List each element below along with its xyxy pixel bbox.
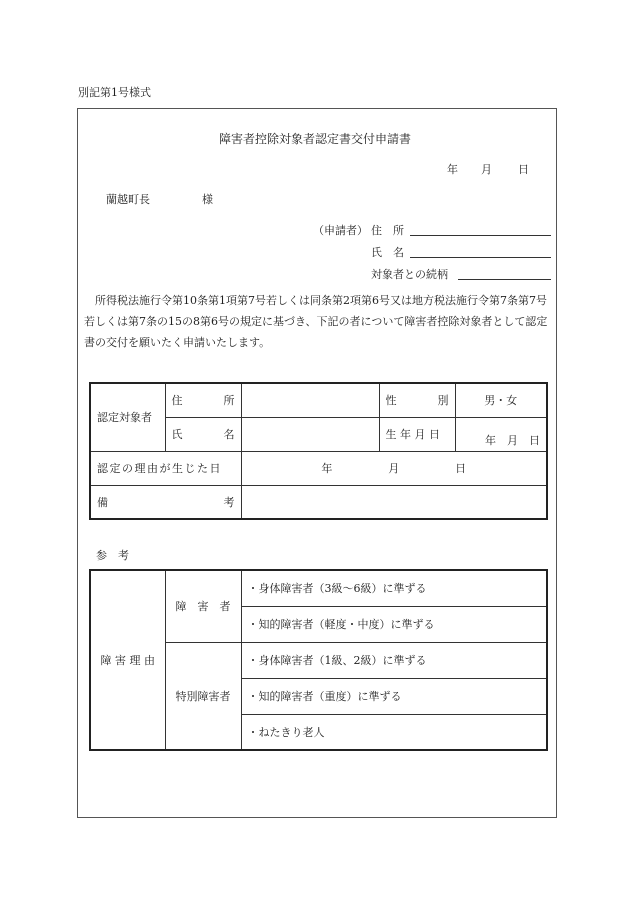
applicant-relation-label: 対象者との続柄 [371,268,448,281]
reason-date-field[interactable]: 年 月 日 [241,451,547,485]
address-label: 住 所 [165,383,241,417]
target-label: 認定対象者 [90,383,165,451]
applicant-address-field[interactable] [410,235,551,236]
reference-item: ・ねたきり老人 [241,714,547,750]
addressee-name: 蘭越町長 [106,193,150,206]
reference-item: ・知的障害者（軽度・中度）に準ずる [241,606,547,642]
reference-item: ・身体障害者（3級～6級）に準ずる [241,570,547,606]
dob-label: 生 年 月 日 [379,417,455,451]
sex-choice[interactable]: 男・女 [455,383,547,417]
name-label: 氏 名 [165,417,241,451]
disabled-person-label: 障 害 者 [165,570,241,642]
applicant-name-field[interactable] [410,257,551,258]
target-name-field[interactable] [241,417,379,451]
date-year: 年 [447,163,458,176]
target-address-field[interactable] [241,383,379,417]
form-number-label: 別記第1号様式 [78,86,151,99]
addressee-honorific: 様 [202,193,213,206]
application-statement-text: 所得税法施行令第10条第1項第7号若しくは同条第2項第6号又は地方税法施行令第7条第7号若しくは第7条の15の8第6号の規定に基づき、下記の者について障害者控除対象者として認定書の交付を願いたく申請いたします。 [84,294,548,349]
form-title: 障害者控除対象者認定書交付申請書 [218,132,411,146]
remarks-label: 備 考 [90,485,241,519]
sex-label: 性 別 [379,383,455,417]
application-statement [84,290,550,353]
reference-table [89,569,548,751]
reference-item: ・知的障害者（重度）に準ずる [241,678,547,714]
applicant-name-label: 氏 名 [371,246,404,259]
reference-label: 参 考 [96,549,129,562]
certification-target-table [89,382,548,520]
date-day: 日 [518,163,529,176]
dob-field[interactable]: 年 月 日 [455,417,547,451]
applicant-relation-field[interactable] [458,279,551,280]
remarks-field[interactable] [241,485,547,519]
reference-item: ・身体障害者（1級、2級）に準ずる [241,642,547,678]
applicant-address-label: 住 所 [371,224,404,237]
reason-date-label: 認定の理由が生じた日 [90,451,241,485]
date-month: 月 [481,163,492,176]
disability-reason-label: 障 害 理 由 [90,570,165,750]
applicant-role: （申請者） [313,224,368,237]
special-disabled-person-label: 特別障害者 [165,642,241,750]
